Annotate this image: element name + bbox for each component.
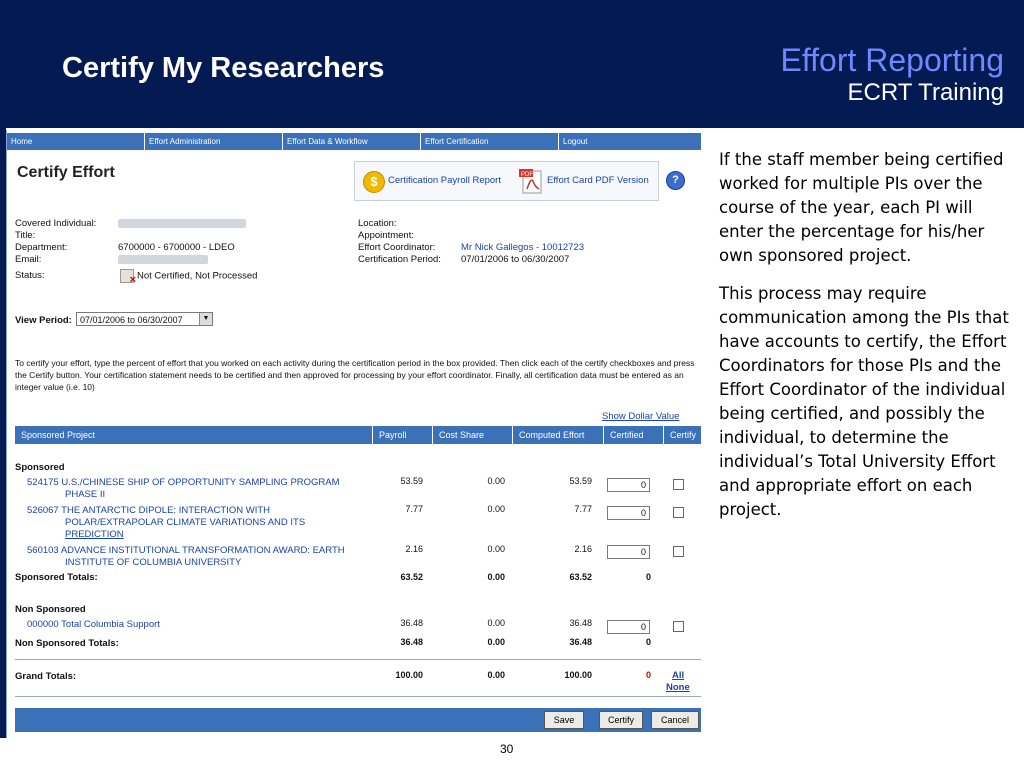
bottom-divider — [15, 696, 701, 697]
grand-payroll-total: 100.00 — [395, 670, 423, 680]
col-sponsored-project: Sponsored Project — [21, 430, 96, 440]
action-bar — [15, 708, 701, 732]
save-button[interactable]: Save — [544, 711, 584, 729]
project-link-cont[interactable]: INSTITUTE OF COLUMBIA UNIVERSITY — [65, 557, 242, 568]
computed-effort-value: 36.48 — [569, 618, 592, 628]
computed-effort-value: 53.59 — [569, 476, 592, 486]
nav-effort-data-workflow[interactable]: Effort Data & Workflow — [283, 133, 421, 150]
non-sponsored-section-label: Non Sponsored — [15, 604, 86, 615]
certify-effort-screenshot — [6, 130, 703, 738]
non-sponsored-cost-share-total: 0.00 — [487, 637, 505, 647]
project-link[interactable]: 560103 ADVANCE INSTITUTIONAL TRANSFORMATION AWARD: EARTH — [27, 545, 345, 556]
explanation-text — [719, 148, 1009, 536]
certify-checkbox[interactable] — [673, 479, 684, 490]
col-certified: Certified — [603, 426, 663, 444]
project-link[interactable]: 000000 Total Columbia Support — [27, 619, 160, 630]
totals-divider — [15, 659, 701, 660]
cost-share-value: 0.00 — [487, 544, 505, 554]
report-links-bar — [354, 161, 659, 201]
cost-share-value: 0.00 — [487, 504, 505, 514]
status-value: Not Certified, Not Processed — [137, 270, 258, 282]
certified-input[interactable]: 0 — [607, 478, 650, 492]
page-number: 30 — [500, 742, 514, 756]
certification-period-label: Certification Period: — [358, 254, 441, 265]
col-certify: Certify — [663, 426, 701, 444]
certify-button[interactable]: Certify — [599, 711, 643, 729]
brand-line-2: ECRT Training — [847, 79, 1004, 106]
nav-home[interactable]: Home — [7, 133, 145, 150]
grand-certified-total: 0 — [645, 670, 651, 680]
certified-input[interactable]: 0 — [607, 545, 650, 559]
nav-effort-certification[interactable]: Effort Certification — [421, 133, 559, 150]
chevron-down-icon: ▼ — [199, 313, 212, 325]
non-sponsored-payroll-total: 36.48 — [400, 637, 423, 647]
sponsored-cost-share-total: 0.00 — [487, 572, 505, 582]
grand-computed-total: 100.00 — [564, 670, 592, 680]
dollar-coin-icon: $ — [363, 171, 385, 193]
explanation-paragraph-2: This process may require communication among the PIs that have accounts to certify, the Effort Coordinators for those PIs and the Effort Coordinator of the individual being certified, and possibly the individual, to determine the individual’s Total University Effort and appropriate effort on each project. — [719, 284, 1009, 519]
certify-checkbox[interactable] — [673, 621, 684, 632]
page-heading: Certify Effort — [17, 164, 115, 181]
brand-line-1: Effort Reporting — [780, 42, 1004, 78]
computed-effort-value: 2.16 — [574, 544, 592, 554]
sponsored-certified-total: 0 — [645, 572, 651, 582]
project-link-cont[interactable]: PHASE II — [65, 489, 106, 500]
sponsored-payroll-total: 63.52 — [400, 572, 423, 582]
slide-header — [0, 0, 1024, 128]
status-value-wrap — [120, 269, 257, 283]
instructions-text: To certify your effort, type the percent of effort that you worked on each activity during the certification period in the box provided. Then click each of the certify checkboxes and press the Certify button. Your certification statement needs to be certified and then approved for processing by your effort coordinator. Finally, all certification data must be entered as an integer value (i.e. 10) — [15, 358, 695, 392]
project-link[interactable]: 526067 THE ANTARCTIC DIPOLE: INTERACTION WITH — [27, 505, 271, 516]
select-all-link[interactable]: All — [672, 670, 685, 681]
view-period-select[interactable] — [76, 312, 213, 326]
department-label: Department: — [15, 242, 68, 253]
project-link-cont[interactable]: POLAR/EXTRAPOLAR CLIMATE VARIATIONS AND ITS — [65, 517, 306, 528]
col-payroll: Payroll — [372, 426, 432, 444]
coordinator-label: Effort Coordinator: — [358, 242, 436, 253]
non-sponsored-computed-total: 36.48 — [569, 637, 592, 647]
svg-text:PDF: PDF — [521, 172, 533, 178]
sponsored-computed-total: 63.52 — [569, 572, 592, 582]
payroll-report-link[interactable]: Certification Payroll Report — [388, 175, 501, 186]
table-header — [15, 426, 701, 444]
non-sponsored-totals-label: Non Sponsored Totals: — [15, 638, 119, 649]
explanation-paragraph-1: If the staff member being certified worked for multiple PIs over the course of the year, each PI will enter the percentage for his/her own sponsored project. — [719, 150, 1004, 265]
slide-brand — [780, 42, 1004, 108]
department-value: 6700000 - 6700000 - LDEO — [118, 242, 235, 253]
email-value — [118, 255, 208, 264]
appointment-label: Appointment: — [358, 230, 414, 241]
certified-input[interactable]: 0 — [607, 506, 650, 520]
computed-effort-value: 7.77 — [574, 504, 592, 514]
view-period-label: View Period: — [15, 315, 72, 326]
col-cost-share: Cost Share — [432, 426, 512, 444]
pdf-file-icon — [517, 167, 545, 195]
col-computed-effort: Computed Effort — [512, 426, 603, 444]
certification-period-value: 07/01/2006 to 06/30/2007 — [461, 254, 570, 265]
title-label: Title: — [15, 230, 36, 241]
nav-effort-administration[interactable]: Effort Administration — [145, 133, 283, 150]
help-icon[interactable]: ? — [666, 171, 685, 190]
status-label: Status: — [15, 270, 45, 281]
project-link[interactable]: 524175 U.S./CHINESE SHIP OF OPPORTUNITY SAMPLING PROGRAM — [27, 477, 340, 488]
cost-share-value: 0.00 — [487, 618, 505, 628]
project-link-cont-2[interactable]: PREDICTION — [65, 529, 124, 540]
certified-input[interactable]: 0 — [607, 620, 650, 634]
payroll-value: 2.16 — [405, 544, 423, 554]
payroll-value: 36.48 — [400, 618, 423, 628]
coordinator-link[interactable]: Mr Nick Gallegos - 10012723 — [461, 242, 585, 253]
cancel-button[interactable]: Cancel — [651, 711, 699, 729]
covered-individual-label: Covered Individual: — [15, 218, 97, 229]
nav-logout[interactable]: Logout — [563, 137, 588, 146]
sponsored-section-label: Sponsored — [15, 462, 65, 473]
top-navigation — [7, 133, 701, 150]
cost-share-value: 0.00 — [487, 476, 505, 486]
location-label: Location: — [358, 218, 397, 229]
sponsored-totals-label: Sponsored Totals: — [15, 572, 98, 583]
grand-totals-label: Grand Totals: — [15, 671, 77, 682]
select-none-link[interactable]: None — [666, 682, 690, 693]
view-period-value: 07/01/2006 to 06/30/2007 — [80, 315, 183, 325]
certify-checkbox[interactable] — [673, 507, 684, 518]
show-dollar-value-link[interactable]: Show Dollar Value — [602, 411, 680, 422]
slide-title: Certify My Researchers — [62, 52, 385, 84]
grand-cost-share-total: 0.00 — [487, 670, 505, 680]
non-sponsored-certified-total: 0 — [645, 637, 651, 647]
payroll-value: 53.59 — [400, 476, 423, 486]
email-label: Email: — [15, 254, 42, 265]
certify-checkbox[interactable] — [673, 546, 684, 557]
not-certified-icon — [120, 269, 134, 283]
covered-individual-value — [118, 219, 246, 228]
pdf-version-link[interactable]: Effort Card PDF Version — [547, 175, 649, 186]
payroll-value: 7.77 — [405, 504, 423, 514]
